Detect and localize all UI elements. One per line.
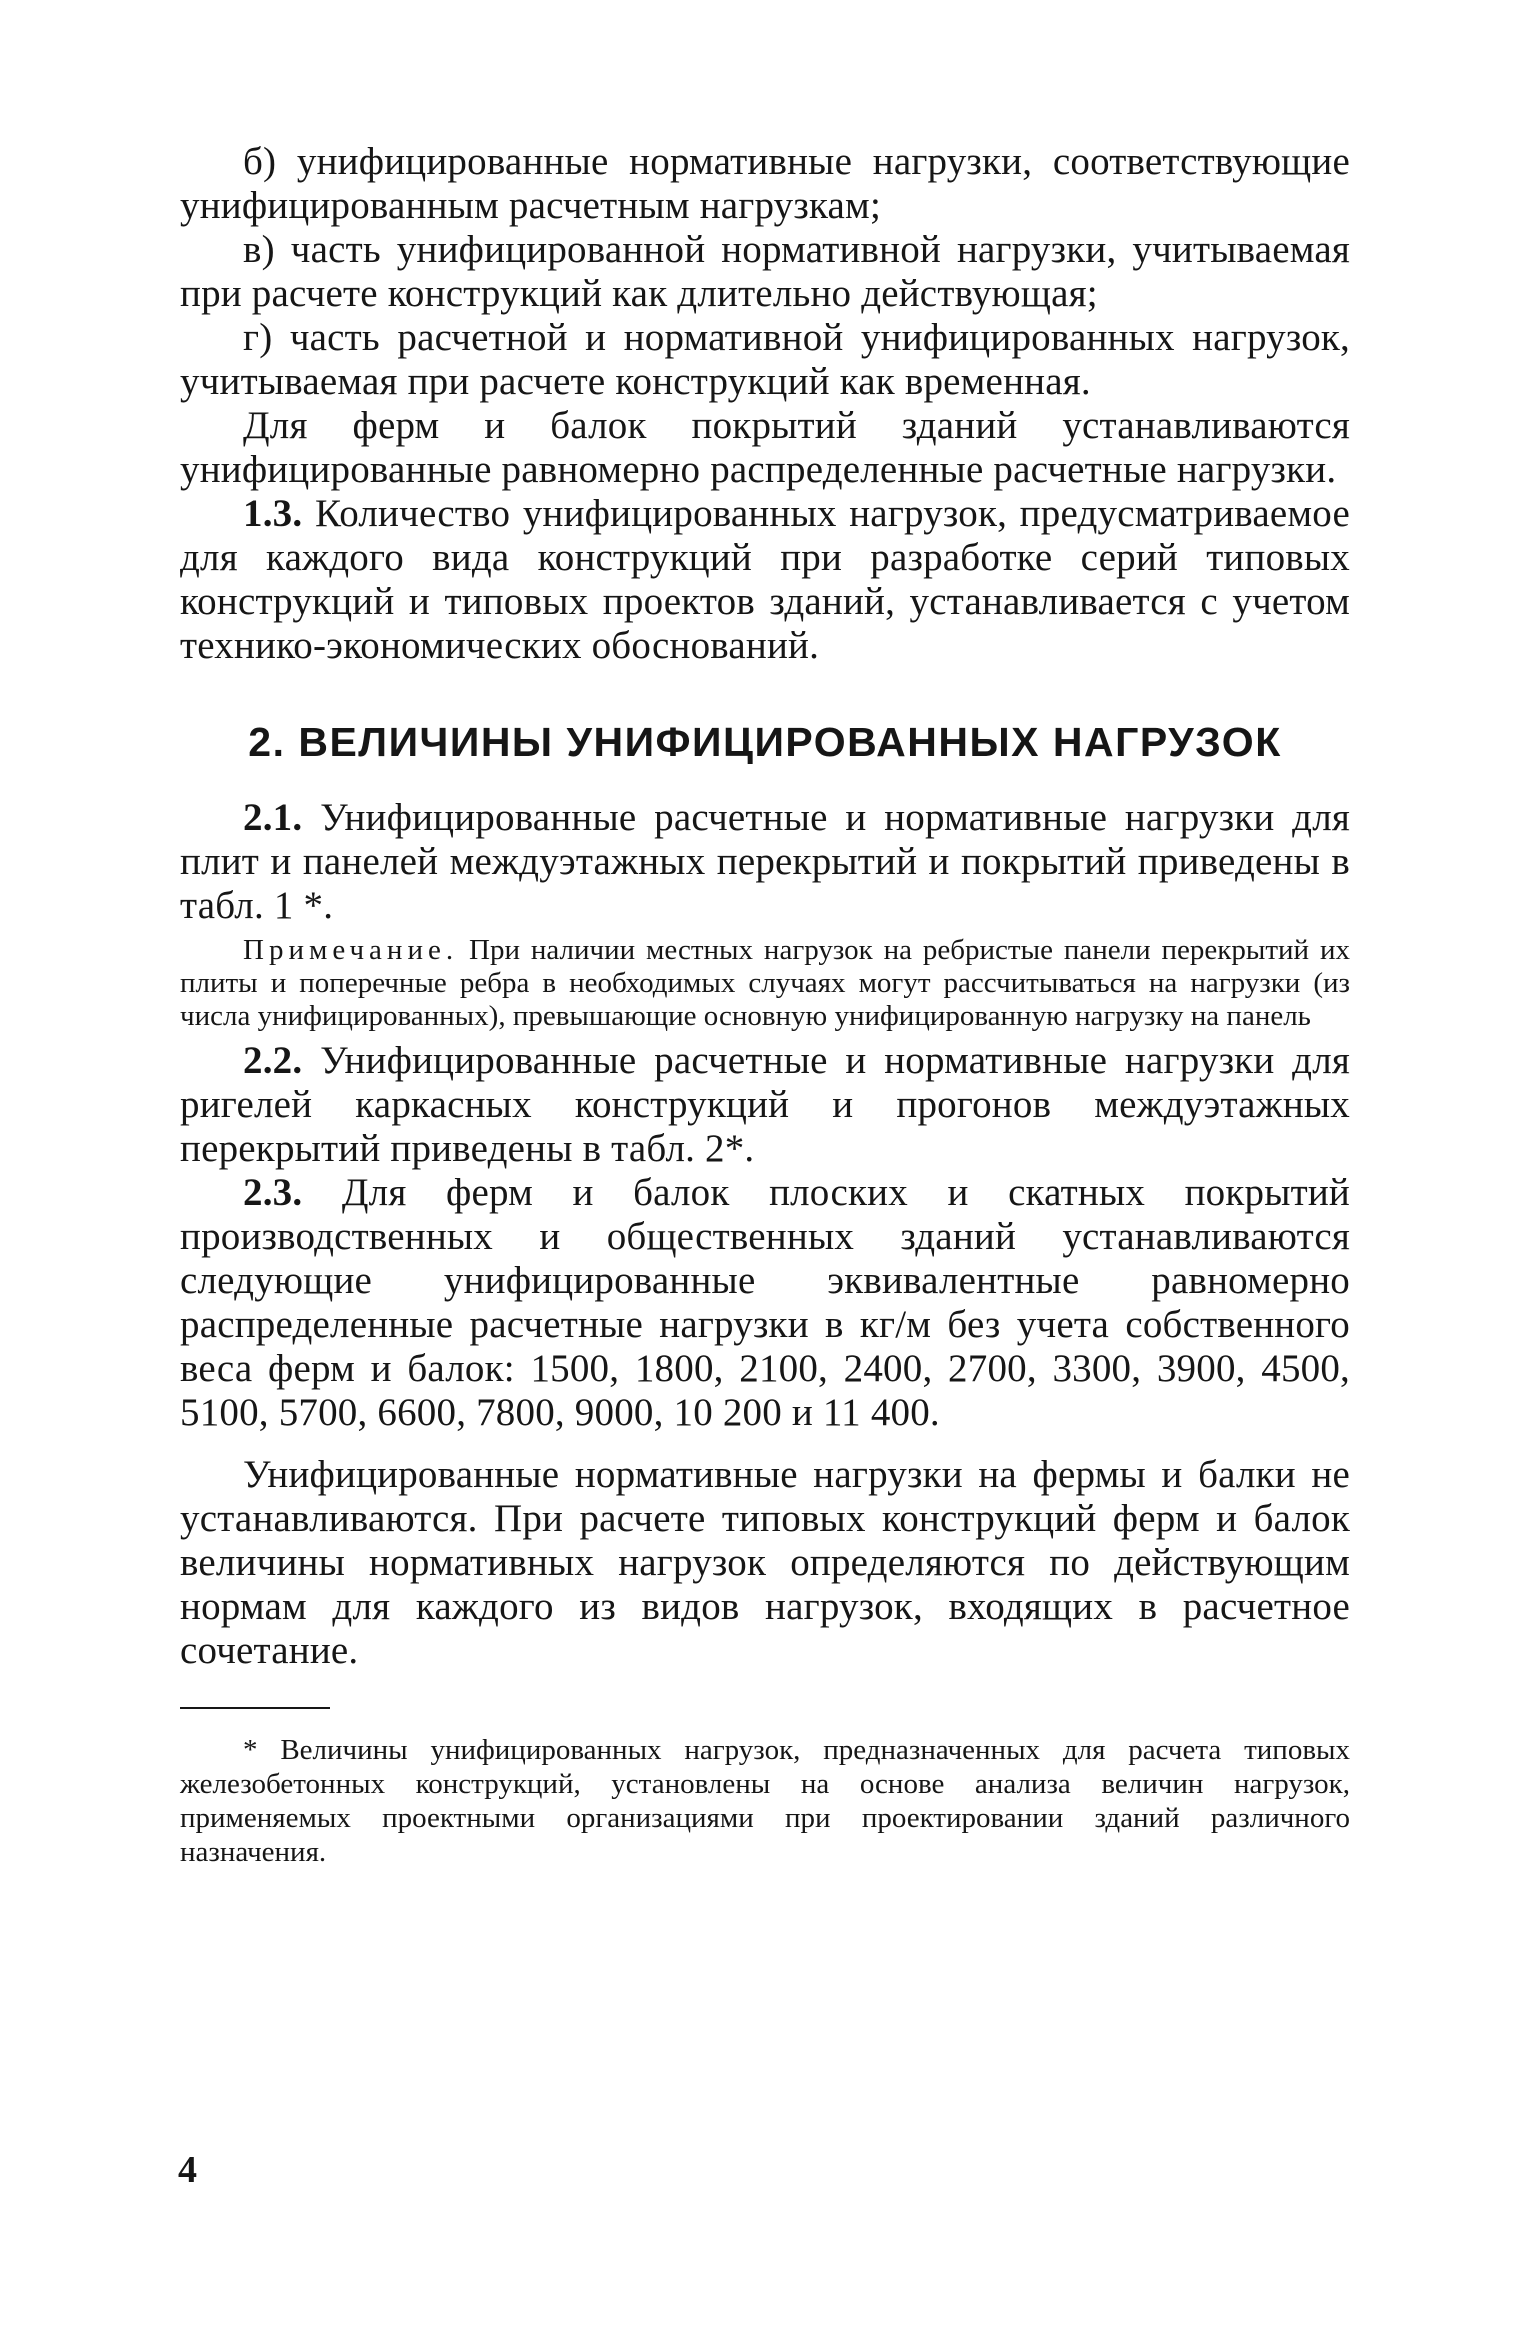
clause-number: 2.1.: [243, 796, 303, 839]
footnote: * Величины унифицированных нагрузок, предназначенных для расчета типовых железобетонных конструкций, установлены на основе анализа величин нагрузок, применяемых проектными организациями при проектировании зданий различного назначения.: [180, 1734, 1350, 1868]
clause-2-2: [180, 1039, 1350, 1171]
clause-text: Количество унифицированных нагрузок, предусматриваемое для каждого вида конструкций при разработке серий типовых конструкций и типовых проектов зданий, устанавливается с учетом технико-экономических обоснований.: [180, 492, 1350, 667]
clause-2-1: [180, 796, 1350, 928]
clause-number: 1.3.: [243, 492, 303, 535]
clause-text: Унифицированные расчетные и нормативные нагрузки для ригелей каркасных конструкций и прогонов междуэтажных перекрытий приведены в табл. 2*.: [180, 1039, 1351, 1170]
note: [180, 934, 1350, 1033]
paragraph-gap: [180, 1435, 1350, 1453]
paragraph-normative-loads: Унифицированные нормативные нагрузки на фермы и балки не устанавливаются. При расчете типовых конструкций ферм и балок величины нормативных нагрузок определяются по действующим нормам для каждого из видов нагрузок, входящих в расчетное сочетание.: [180, 1453, 1350, 1672]
footnote-divider: [180, 1707, 330, 1709]
note-text: При наличии местных нагрузок на ребристые панели перекрытий их плиты и поперечные ребра в необходимых случаях могут рассчитываться на нагрузки (из числа унифицированных), превышающие основную унифицированную нагрузку на панель: [180, 934, 1350, 1032]
section-heading: 2. ВЕЛИЧИНЫ УНИФИЦИРОВАННЫХ НАГРУЗОК: [248, 719, 1282, 765]
list-item-v: в) часть унифицированной нормативной нагрузки, учитываемая при расчете конструкций как длительно действующая;: [180, 228, 1350, 315]
page-content: [180, 140, 1350, 1869]
clause-text: Унифицированные расчетные и нормативные нагрузки для плит и панелей междуэтажных перекрытий и покрытий приведены в табл. 1 *.: [180, 796, 1351, 927]
note-label: Примечание.: [243, 934, 459, 966]
list-item-b: б) унифицированные нормативные нагрузки, соответствующие унифицированным расчетным нагрузкам;: [180, 140, 1350, 227]
paragraph-trusses-loads: Для ферм и балок покрытий зданий устанавливаются унифицированные равномерно распределенные расчетные нагрузки.: [180, 404, 1350, 491]
clause-2-3: [180, 1171, 1350, 1435]
page-number: 4: [178, 2149, 197, 2191]
clause-1-3: [180, 492, 1350, 668]
clause-number: 2.2.: [243, 1039, 303, 1082]
clause-text: Для ферм и балок плоских и скатных покрытий производственных и общественных зданий устанавливаются следующие унифицированные эквивалентные равномерно распределенные расчетные нагрузки в кг/м без учета собственного веса ферм и балок: 1500, 1800, 2100, 2400, 2700, 3300, 3900, 4500, 5100, 5700, 6600, 7800, 9000, 10 200 и 11 400.: [180, 1171, 1350, 1434]
list-item-g: г) часть расчетной и нормативной унифицированных нагрузок, учитываемая при расчете конструкций как временная.: [180, 316, 1350, 403]
clause-number: 2.3.: [243, 1171, 303, 1214]
